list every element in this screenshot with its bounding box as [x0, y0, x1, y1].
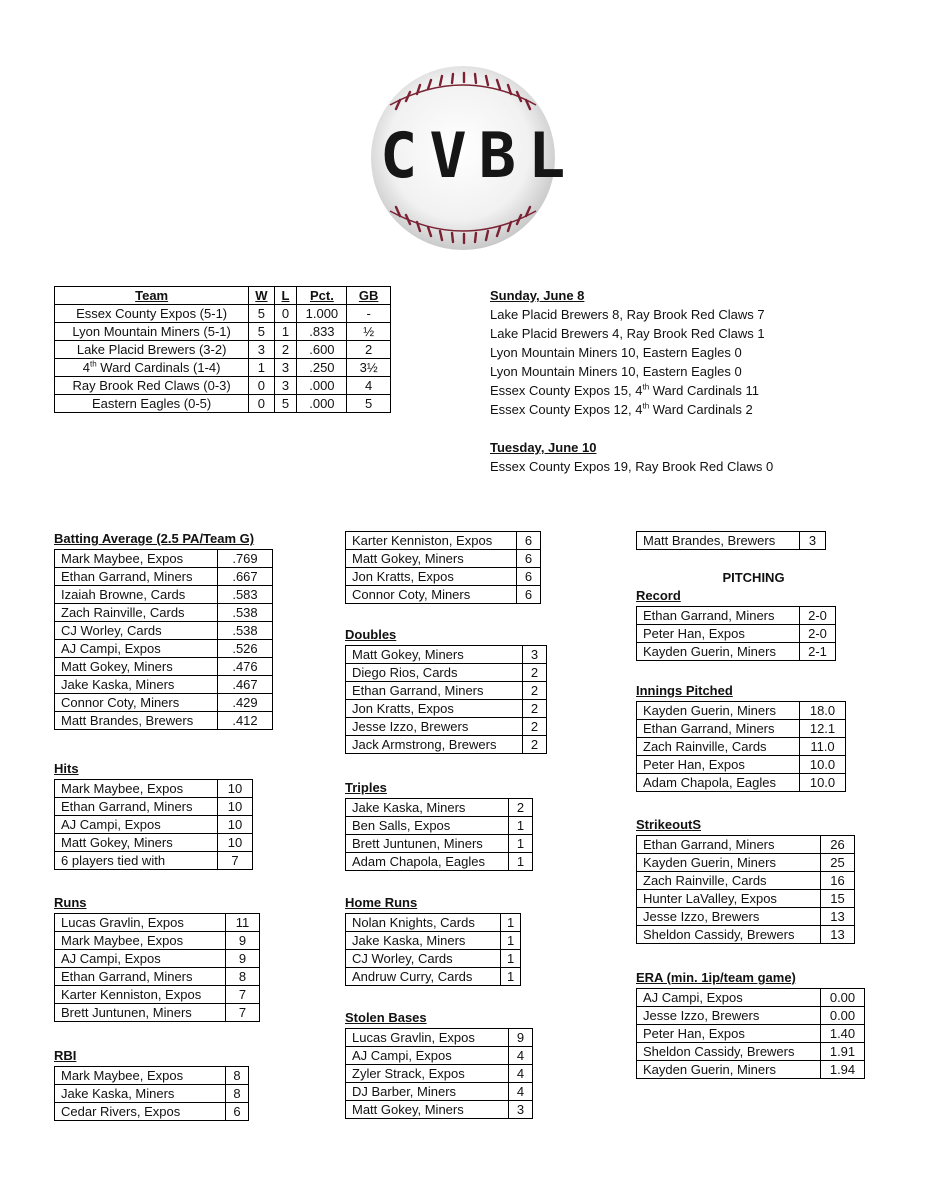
stat-value: 6: [517, 532, 541, 550]
standings-team: Eastern Eagles (0-5): [55, 395, 249, 413]
home-runs-title: Home Runs: [345, 895, 418, 910]
stat-value: 1.91: [821, 1043, 865, 1061]
standings-row: [55, 359, 391, 377]
stat-row: [346, 817, 533, 835]
standings-losses: 5: [274, 395, 297, 413]
era-title: ERA (min. 1ip/team game): [636, 970, 796, 985]
stat-value: 0.00: [821, 1007, 865, 1025]
game-result: Lyon Mountain Miners 10, Eastern Eagles 0: [490, 345, 742, 360]
player-name: Jack Armstrong, Brewers: [346, 736, 523, 754]
stat-row: [55, 712, 273, 730]
stat-row: [637, 702, 846, 720]
stat-value: 10: [218, 816, 253, 834]
stat-value: 1: [501, 950, 521, 968]
player-name: Ethan Garrand, Miners: [637, 720, 800, 738]
stat-value: 3: [523, 646, 547, 664]
player-name: Ethan Garrand, Miners: [55, 568, 218, 586]
stat-value: 10: [218, 780, 253, 798]
player-name: Zyler Strack, Expos: [346, 1065, 509, 1083]
stat-row: [637, 836, 855, 854]
stat-row: [55, 834, 253, 852]
player-name: Kayden Guerin, Miners: [637, 643, 800, 661]
standings-team: Lake Placid Brewers (3-2): [55, 341, 249, 359]
player-name: Lucas Gravlin, Expos: [55, 914, 226, 932]
schedule-games-sunday: [490, 305, 910, 419]
stolen-bases-continued-table: [636, 531, 826, 550]
standings-wins: 5: [249, 323, 274, 341]
stat-value: .583: [218, 586, 273, 604]
stat-row: [55, 622, 273, 640]
stat-row: [346, 532, 541, 550]
stat-value: 9: [509, 1029, 533, 1047]
batting-average-table: [54, 549, 273, 730]
stat-row: [637, 926, 855, 944]
stat-row: [55, 1103, 249, 1121]
game-result: Lyon Mountain Miners 10, Eastern Eagles 0: [490, 364, 742, 379]
stat-row: [637, 1025, 865, 1043]
stat-row: [637, 890, 855, 908]
rbi-continued-table: [345, 531, 541, 604]
stat-value: 8: [226, 1085, 249, 1103]
player-name: Ethan Garrand, Miners: [55, 798, 218, 816]
stat-value: 10.0: [800, 756, 846, 774]
home-runs-table: [345, 913, 521, 986]
stat-row: [55, 676, 273, 694]
player-name: Diego Rios, Cards: [346, 664, 523, 682]
stat-value: 6: [226, 1103, 249, 1121]
record-table: [636, 606, 836, 661]
stat-value: 7: [218, 852, 253, 870]
player-name: Matt Gokey, Miners: [55, 834, 218, 852]
stat-row: [346, 550, 541, 568]
standings-header-gb: GB: [347, 287, 391, 305]
player-name: CJ Worley, Cards: [346, 950, 501, 968]
stat-value: .526: [218, 640, 273, 658]
stat-value: .412: [218, 712, 273, 730]
stat-row: [55, 852, 253, 870]
player-name: Matt Gokey, Miners: [346, 1101, 509, 1119]
standings-header-losses: L: [274, 287, 297, 305]
player-name: Brett Juntunen, Miners: [55, 1004, 226, 1022]
pitching-title: PITCHING: [722, 570, 785, 585]
stat-row: [346, 1065, 533, 1083]
player-name: AJ Campi, Expos: [55, 640, 218, 658]
standings-header-wins: W: [249, 287, 274, 305]
stat-value: 10: [218, 834, 253, 852]
standings-gb: -: [347, 305, 391, 323]
game-result: Lake Placid Brewers 8, Ray Brook Red Claws 7: [490, 307, 765, 322]
stat-value: 3: [800, 532, 826, 550]
stat-row: [55, 568, 273, 586]
stat-row: [637, 854, 855, 872]
standings-losses: 3: [274, 377, 297, 395]
stat-value: .769: [218, 550, 273, 568]
stat-value: 16: [821, 872, 855, 890]
player-name: AJ Campi, Expos: [346, 1047, 509, 1065]
standings-pct: .600: [297, 341, 347, 359]
triples-table: [345, 798, 533, 871]
stat-value: 26: [821, 836, 855, 854]
stat-row: [55, 968, 260, 986]
hits-title: Hits: [54, 761, 79, 776]
stat-row: [637, 989, 865, 1007]
standings-team: Essex County Expos (5-1): [55, 305, 249, 323]
standings-pct: .000: [297, 395, 347, 413]
player-name: Cedar Rivers, Expos: [55, 1103, 226, 1121]
standings-losses: 0: [274, 305, 297, 323]
stat-row: [637, 1007, 865, 1025]
stat-row: [637, 908, 855, 926]
schedule-date-tuesday: Tuesday, June 10: [490, 440, 597, 455]
stat-row: [346, 853, 533, 871]
rbi-title: RBI: [54, 1048, 77, 1063]
schedule: [490, 286, 910, 476]
stat-row: [346, 950, 521, 968]
stat-value: .538: [218, 604, 273, 622]
player-name: Kayden Guerin, Miners: [637, 854, 821, 872]
game-result: Essex County Expos 19, Ray Brook Red Claws 0: [490, 459, 774, 474]
stat-row: [346, 700, 547, 718]
stat-value: 8: [226, 1067, 249, 1085]
hits-table: [54, 779, 253, 870]
standings-team: Ray Brook Red Claws (0-3): [55, 377, 249, 395]
player-name: AJ Campi, Expos: [637, 989, 821, 1007]
stat-row: [55, 1085, 249, 1103]
stat-value: 12.1: [800, 720, 846, 738]
standings-gb: 4: [347, 377, 391, 395]
stat-value: 6: [517, 586, 541, 604]
stat-row: [55, 586, 273, 604]
stat-row: [55, 780, 253, 798]
player-name: Ben Salls, Expos: [346, 817, 509, 835]
standings-row: [55, 395, 391, 413]
runs-table: [54, 913, 260, 1022]
player-name: Mark Maybee, Expos: [55, 932, 226, 950]
stat-row: [637, 872, 855, 890]
stat-value: 6: [517, 568, 541, 586]
player-name: Jon Kratts, Expos: [346, 700, 523, 718]
stat-value: 13: [821, 926, 855, 944]
stat-value: .467: [218, 676, 273, 694]
stat-row: [637, 607, 836, 625]
batting-average-title: Batting Average (2.5 PA/Team G): [54, 531, 255, 546]
player-name: AJ Campi, Expos: [55, 816, 218, 834]
player-name: Zach Rainville, Cards: [637, 872, 821, 890]
player-name: Jake Kaska, Miners: [55, 676, 218, 694]
player-name: Kayden Guerin, Miners: [637, 1061, 821, 1079]
player-name: Zach Rainville, Cards: [55, 604, 218, 622]
player-name: Ethan Garrand, Miners: [346, 682, 523, 700]
triples-title: Triples: [345, 780, 387, 795]
stat-row: [346, 1083, 533, 1101]
player-name: Adam Chapola, Eagles: [346, 853, 509, 871]
standings-losses: 1: [274, 323, 297, 341]
player-name: Adam Chapola, Eagles: [637, 774, 800, 792]
stat-row: [346, 1047, 533, 1065]
game-result: Essex County Expos 15, 4th Ward Cardinals 11: [490, 382, 759, 398]
stat-value: .429: [218, 694, 273, 712]
standings-header-team: Team: [55, 287, 249, 305]
stat-row: [637, 625, 836, 643]
player-name: Jon Kratts, Expos: [346, 568, 517, 586]
stat-row: [55, 950, 260, 968]
innings-pitched-table: [636, 701, 846, 792]
stat-row: [637, 1061, 865, 1079]
standings-pct: 1.000: [297, 305, 347, 323]
stat-value: 2: [523, 700, 547, 718]
stat-value: 0.00: [821, 989, 865, 1007]
rbi-table: [54, 1066, 249, 1121]
strikeouts-table: [636, 835, 855, 944]
game-result: Essex County Expos 12, 4th Ward Cardinals 2: [490, 401, 753, 417]
player-name: Hunter LaValley, Expos: [637, 890, 821, 908]
standings-wins: 0: [249, 395, 274, 413]
record-title: Record: [636, 588, 681, 603]
player-name: Mark Maybee, Expos: [55, 550, 218, 568]
cvbl-logo: [368, 63, 578, 253]
player-name: 6 players tied with: [55, 852, 218, 870]
stat-row: [637, 738, 846, 756]
player-name: Izaiah Browne, Cards: [55, 586, 218, 604]
player-name: CJ Worley, Cards: [55, 622, 218, 640]
stat-row: [346, 568, 541, 586]
stat-value: 15: [821, 890, 855, 908]
player-name: Jesse Izzo, Brewers: [637, 1007, 821, 1025]
stat-value: 4: [509, 1083, 533, 1101]
player-name: Andruw Curry, Cards: [346, 968, 501, 986]
player-name: Matt Gokey, Miners: [346, 550, 517, 568]
stat-value: 1: [501, 968, 521, 986]
standings-header-pct: Pct.: [297, 287, 347, 305]
stat-value: 6: [517, 550, 541, 568]
stat-row: [55, 932, 260, 950]
stat-value: 1: [501, 932, 521, 950]
stat-value: 2-1: [800, 643, 836, 661]
player-name: AJ Campi, Expos: [55, 950, 226, 968]
player-name: Peter Han, Expos: [637, 625, 800, 643]
standings-gb: 2: [347, 341, 391, 359]
stat-row: [55, 658, 273, 676]
doubles-title: Doubles: [345, 627, 397, 642]
player-name: Jesse Izzo, Brewers: [346, 718, 523, 736]
stat-row: [637, 774, 846, 792]
player-name: Matt Gokey, Miners: [346, 646, 523, 664]
standings-header-row: [55, 287, 391, 305]
stat-value: 1: [509, 853, 533, 871]
player-name: Lucas Gravlin, Expos: [346, 1029, 509, 1047]
player-name: Peter Han, Expos: [637, 756, 800, 774]
stat-value: 2: [523, 718, 547, 736]
game-result: Lake Placid Brewers 4, Ray Brook Red Claws 1: [490, 326, 765, 341]
stat-value: 3: [509, 1101, 533, 1119]
standings-pct: .833: [297, 323, 347, 341]
player-name: Karter Kenniston, Expos: [55, 986, 226, 1004]
stat-value: .667: [218, 568, 273, 586]
player-name: Connor Coty, Miners: [346, 586, 517, 604]
logo-text: CVBL: [380, 119, 578, 192]
doubles-table: [345, 645, 547, 754]
standings-body: [55, 305, 391, 413]
stat-row: [346, 646, 547, 664]
stat-value: 8: [226, 968, 260, 986]
stat-value: 1: [501, 914, 521, 932]
stat-value: 1: [509, 835, 533, 853]
schedule-date-sunday: Sunday, June 8: [490, 288, 585, 303]
player-name: Sheldon Cassidy, Brewers: [637, 926, 821, 944]
stat-value: 7: [226, 1004, 260, 1022]
player-name: Ethan Garrand, Miners: [637, 836, 821, 854]
standings-wins: 0: [249, 377, 274, 395]
stat-row: [55, 798, 253, 816]
stat-row: [637, 1043, 865, 1061]
stat-value: 11: [226, 914, 260, 932]
stat-value: 18.0: [800, 702, 846, 720]
stat-row: [346, 835, 533, 853]
player-name: Jake Kaska, Miners: [346, 932, 501, 950]
era-table: [636, 988, 865, 1079]
stat-row: [346, 1029, 533, 1047]
standings-row: [55, 341, 391, 359]
stat-value: 2-0: [800, 625, 836, 643]
innings-pitched-title: Innings Pitched: [636, 683, 733, 698]
standings-team: Lyon Mountain Miners (5-1): [55, 323, 249, 341]
stat-row: [637, 532, 826, 550]
stat-value: 7: [226, 986, 260, 1004]
stat-value: 10.0: [800, 774, 846, 792]
standings-wins: 1: [249, 359, 274, 377]
stat-value: 1.94: [821, 1061, 865, 1079]
stat-row: [55, 550, 273, 568]
stat-row: [346, 736, 547, 754]
player-name: Mark Maybee, Expos: [55, 780, 218, 798]
player-name: Peter Han, Expos: [637, 1025, 821, 1043]
stat-value: .538: [218, 622, 273, 640]
player-name: Brett Juntunen, Miners: [346, 835, 509, 853]
stat-row: [55, 914, 260, 932]
player-name: Mark Maybee, Expos: [55, 1067, 226, 1085]
stat-row: [346, 1101, 533, 1119]
player-name: Karter Kenniston, Expos: [346, 532, 517, 550]
standings-losses: 2: [274, 341, 297, 359]
stat-row: [346, 914, 521, 932]
standings-pct: .250: [297, 359, 347, 377]
stat-value: 9: [226, 950, 260, 968]
player-name: Jake Kaska, Miners: [346, 799, 509, 817]
stat-value: 9: [226, 932, 260, 950]
player-name: Connor Coty, Miners: [55, 694, 218, 712]
stat-row: [55, 1067, 249, 1085]
stat-row: [55, 816, 253, 834]
standings-wins: 3: [249, 341, 274, 359]
stat-row: [55, 986, 260, 1004]
stat-row: [346, 664, 547, 682]
player-name: Jake Kaska, Miners: [55, 1085, 226, 1103]
standings-row: [55, 377, 391, 395]
stat-value: 2: [523, 682, 547, 700]
stat-value: 4: [509, 1065, 533, 1083]
player-name: Ethan Garrand, Miners: [637, 607, 800, 625]
player-name: DJ Barber, Miners: [346, 1083, 509, 1101]
stat-row: [55, 694, 273, 712]
standings-row: [55, 305, 391, 323]
stat-value: 2-0: [800, 607, 836, 625]
stat-value: 2: [523, 736, 547, 754]
stat-value: 1.40: [821, 1025, 865, 1043]
stat-row: [346, 968, 521, 986]
stat-row: [346, 586, 541, 604]
player-name: Zach Rainville, Cards: [637, 738, 800, 756]
runs-title: Runs: [54, 895, 87, 910]
stat-row: [637, 756, 846, 774]
player-name: Matt Brandes, Brewers: [637, 532, 800, 550]
stat-row: [346, 932, 521, 950]
stat-value: 13: [821, 908, 855, 926]
stat-value: 4: [509, 1047, 533, 1065]
stat-row: [346, 718, 547, 736]
stolen-bases-table: [345, 1028, 533, 1119]
stat-row: [346, 799, 533, 817]
stat-row: [637, 720, 846, 738]
standings-gb: ½: [347, 323, 391, 341]
player-name: Sheldon Cassidy, Brewers: [637, 1043, 821, 1061]
standings-losses: 3: [274, 359, 297, 377]
stat-value: 25: [821, 854, 855, 872]
standings-row: [55, 323, 391, 341]
player-name: Ethan Garrand, Miners: [55, 968, 226, 986]
stat-row: [637, 643, 836, 661]
stat-value: 1: [509, 817, 533, 835]
standings-team: 4th Ward Cardinals (1-4): [55, 359, 249, 377]
stat-row: [55, 640, 273, 658]
stat-value: .476: [218, 658, 273, 676]
stat-value: 11.0: [800, 738, 846, 756]
player-name: Nolan Knights, Cards: [346, 914, 501, 932]
standings-table: [54, 286, 391, 413]
stat-value: 2: [509, 799, 533, 817]
standings-gb: 3½: [347, 359, 391, 377]
strikeouts-title: StrikeoutS: [636, 817, 702, 832]
standings-pct: .000: [297, 377, 347, 395]
stat-value: 10: [218, 798, 253, 816]
player-name: Matt Brandes, Brewers: [55, 712, 218, 730]
stolen-bases-title: Stolen Bases: [345, 1010, 427, 1025]
standings-wins: 5: [249, 305, 274, 323]
player-name: Kayden Guerin, Miners: [637, 702, 800, 720]
player-name: Matt Gokey, Miners: [55, 658, 218, 676]
stat-row: [55, 604, 273, 622]
schedule-games-tuesday: [490, 457, 910, 476]
stat-row: [346, 682, 547, 700]
standings-gb: 5: [347, 395, 391, 413]
player-name: Jesse Izzo, Brewers: [637, 908, 821, 926]
stat-row: [55, 1004, 260, 1022]
stat-value: 2: [523, 664, 547, 682]
